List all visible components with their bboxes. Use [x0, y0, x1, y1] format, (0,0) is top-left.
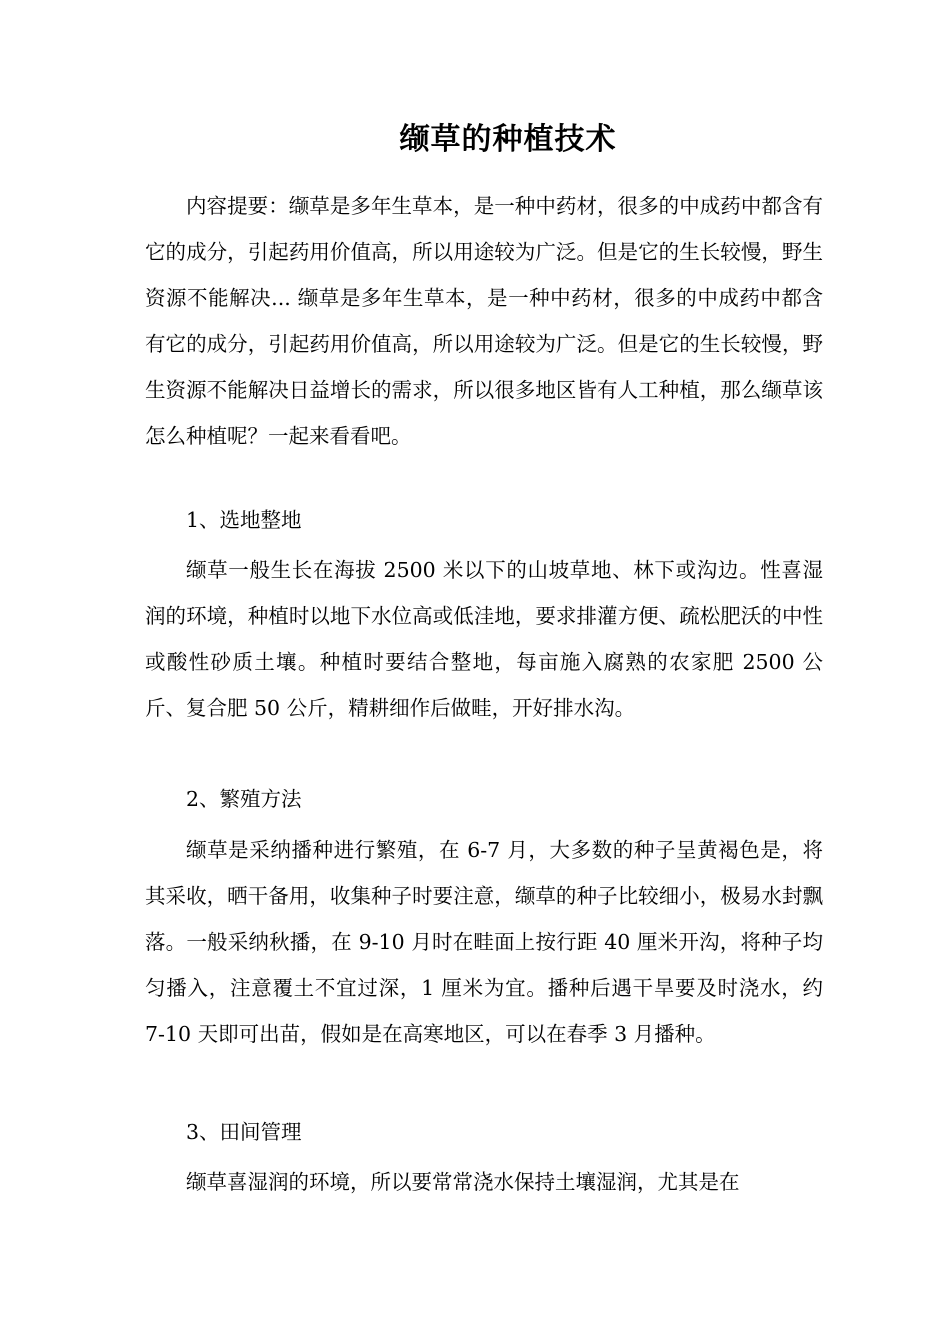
- section-paragraph-1: 缬草一般生长在海拔 2500 米以下的山坡草地、林下或沟边。性喜湿润的环境，种植时以地下水位高或低洼地，要求排灌方便、疏松肥沃的中性或酸性砂质土壤。种植时要结合整地，每亩施入腐熟的农家肥 2500 公斤、复合肥 50 公斤，精耕细作后做畦，开好排水沟。: [145, 558, 823, 720]
- intro-paragraph: 内容提要：缬草是多年生草本，是一种中药材，很多的中成药中都含有它的成分，引起药用价值高，所以用途较为广泛。但是它的生长较慢，野生资源不能解决... 缬草是多年生草本，是一种中药材，很多的中成药中都含有它的成分，引起药用价值高，所以用途较为广泛。但是它的生长较慢，野生资源不能解决日益增长的需求，所以很多地区皆有人工种植，那么缬草该怎么种植呢？一起来看看吧。: [145, 194, 823, 448]
- page-title: 缬草的种植技术: [399, 122, 617, 157]
- section-paragraph-2: 缬草是采纳播种进行繁殖，在 6-7 月，大多数的种子呈黄褐色是，将其采收，晒干备用，收集种子时要注意，缬草的种子比较细小，极易水封飘落。一般采纳秋播，在 9-10 月时在畦面上按行距 40 厘米开沟，将种子均匀播入，注意覆土不宜过深，1 厘米为宜。播种后遇干旱要及时浇水，约 7-10 天即可出苗，假如是在高寒地区，可以在春季 3 月播种。: [145, 838, 823, 1046]
- section-heading-2: 2、繁殖方法: [186, 787, 302, 811]
- section-paragraph-3: 缬草喜湿润的环境，所以要常常浇水保持土壤湿润，尤其是在: [186, 1170, 740, 1194]
- section-heading-1: 1、选地整地: [186, 508, 302, 532]
- section-heading-3: 3、田间管理: [186, 1120, 302, 1144]
